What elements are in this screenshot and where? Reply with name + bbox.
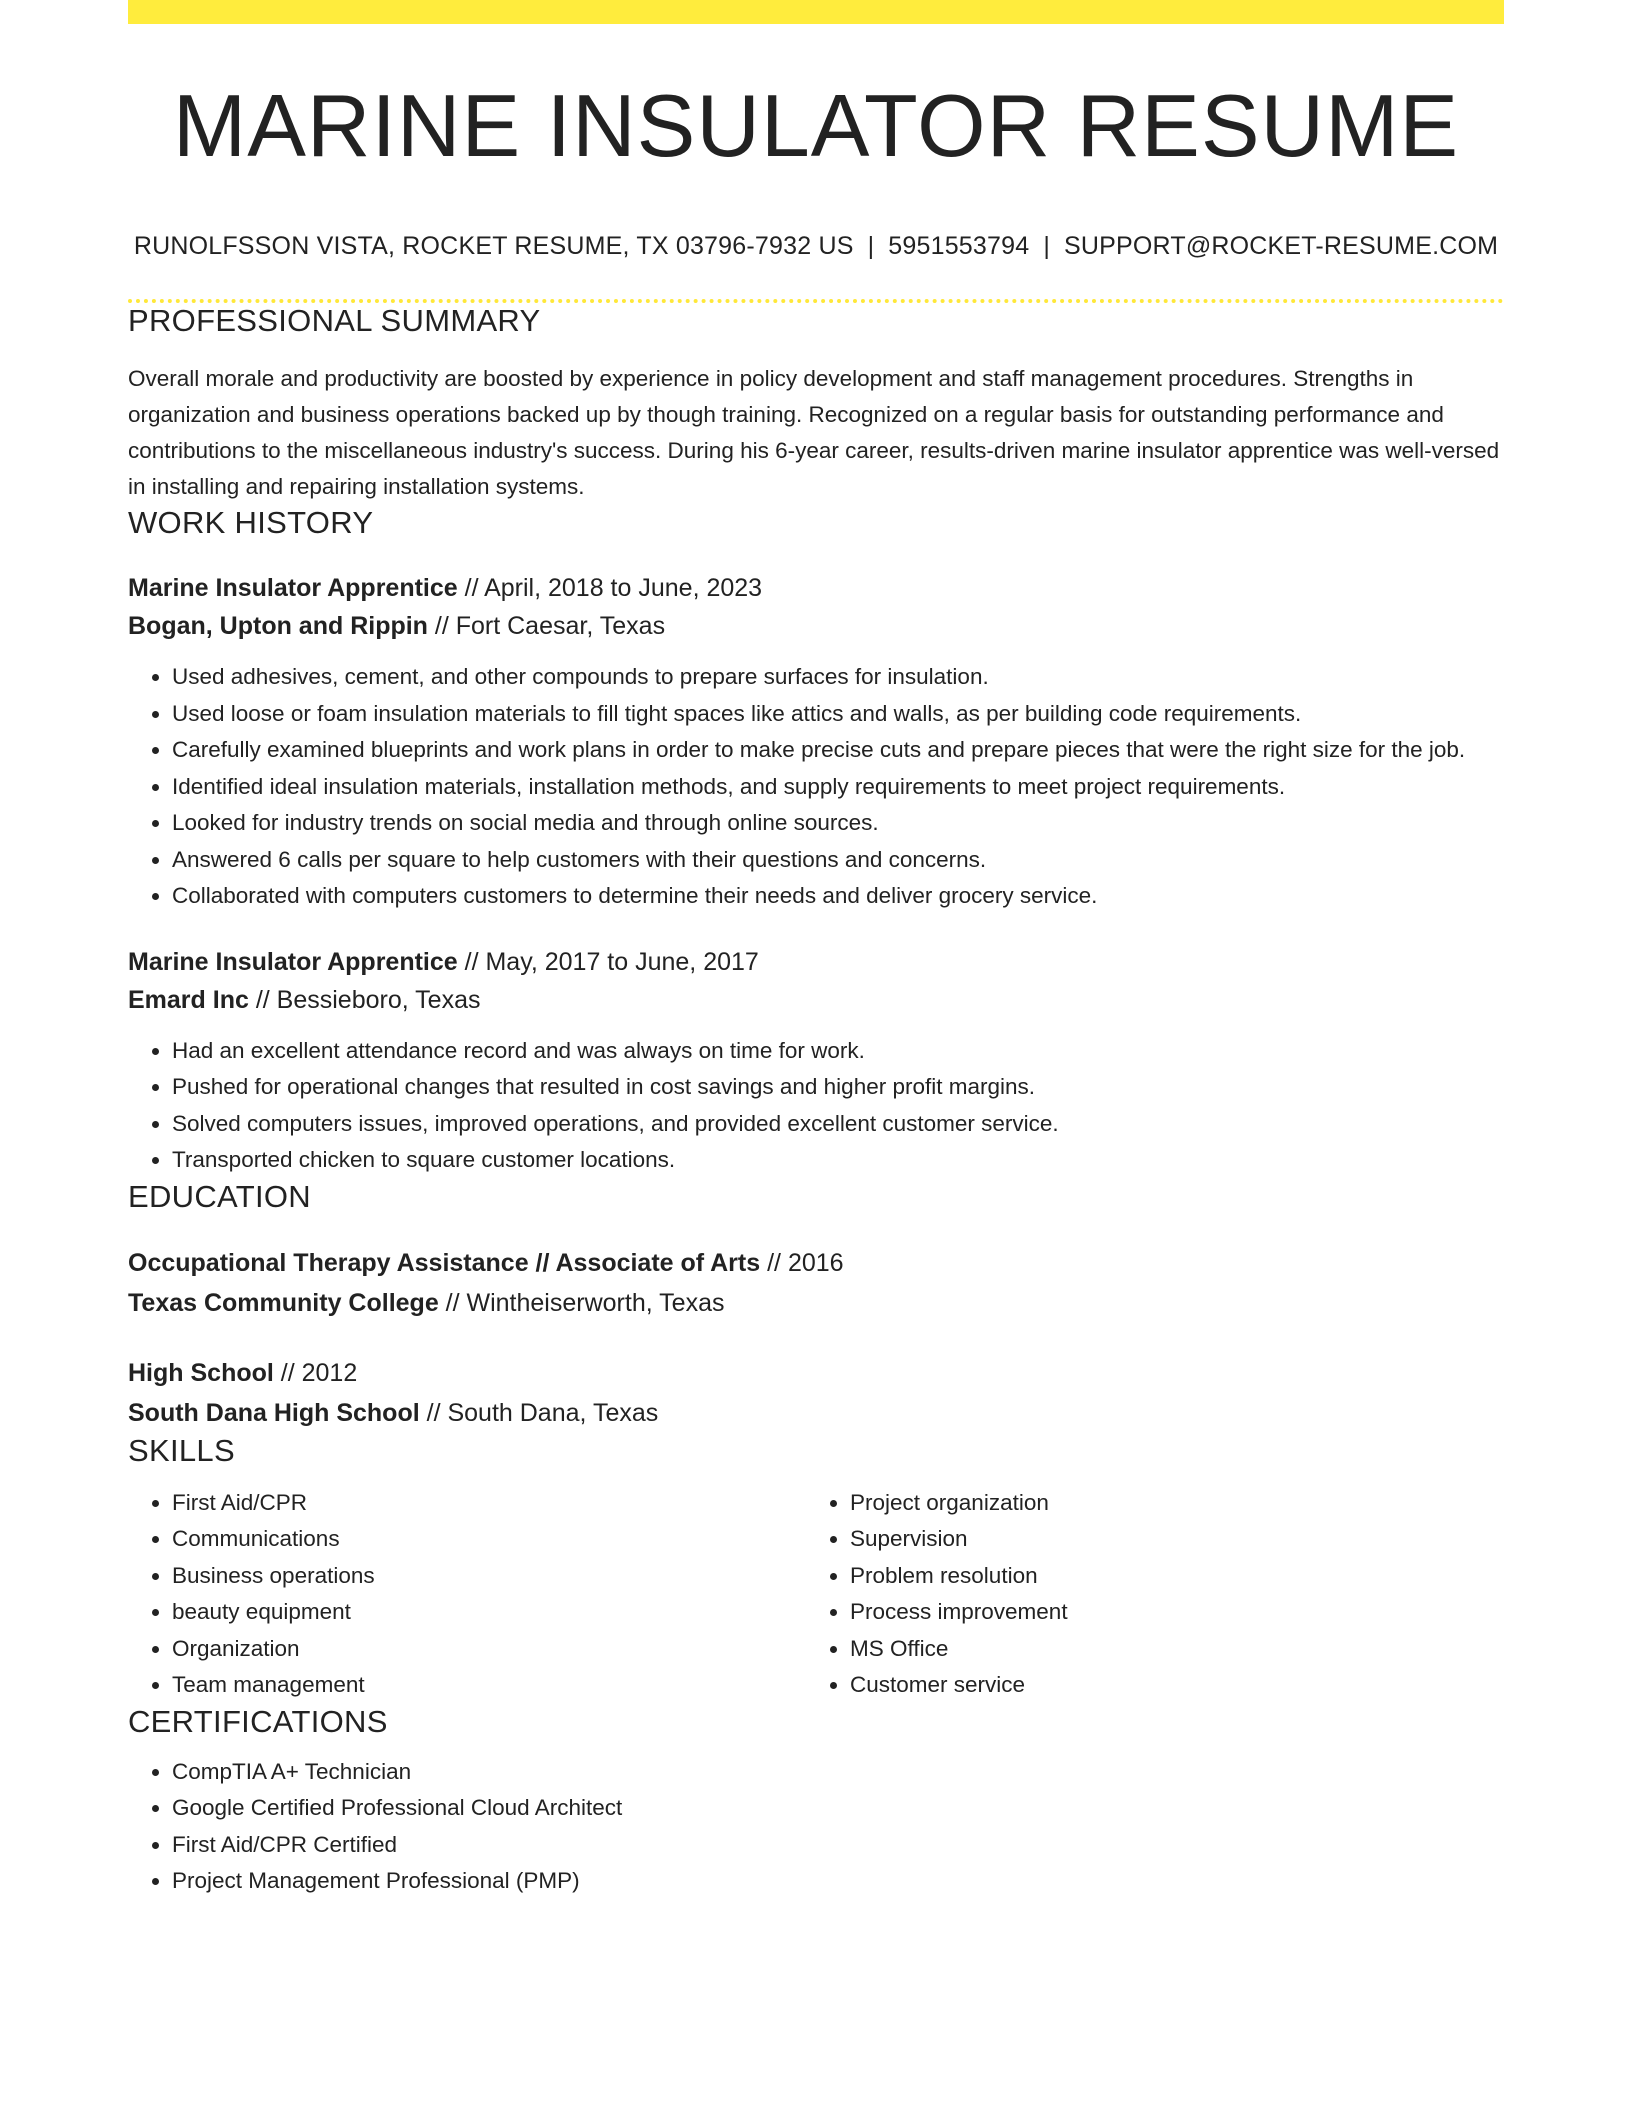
education-entry <box>128 1353 1504 1433</box>
education-year: // 2016 <box>760 1248 844 1277</box>
job-location: // Fort Caesar, Texas <box>427 612 666 640</box>
list-item: • Looked for industry trends on social media and through online sources. <box>172 805 1504 842</box>
list-item: • Transported chicken to square customer locations. <box>172 1142 1504 1179</box>
job-company: Emard Inc <box>128 985 249 1014</box>
list-item: • CompTIA A+ Technician <box>172 1754 1504 1791</box>
list-item: • beauty equipment <box>172 1594 806 1631</box>
job-entry <box>128 569 1504 915</box>
list-item: • MS Office <box>850 1631 1484 1668</box>
job-location: // Bessieboro, Texas <box>248 985 481 1014</box>
list-item: • Had an excellent attendance record and was always on time for work. <box>172 1033 1504 1070</box>
list-item: • Project organization <box>850 1485 1484 1522</box>
list-item: • Pushed for operational changes that resulted in cost savings and higher profit margins. <box>172 1069 1504 1106</box>
list-item: • Used loose or foam insulation materials to fill tight spaces like attics and walls, as per building code requirements. <box>172 696 1504 733</box>
education-degree-line <box>128 1243 1504 1283</box>
contact-phone: 5951553794 <box>888 232 1030 260</box>
skills-grid <box>128 1485 1504 1704</box>
job-bullets <box>128 1033 1504 1179</box>
job-company: Bogan, Upton and Rippin <box>128 612 428 640</box>
education-school: South Dana High School <box>128 1398 420 1427</box>
contact-line <box>128 232 1504 261</box>
education-entry <box>128 1243 1504 1323</box>
education-degree: High School <box>128 1358 274 1387</box>
list-item: • Business operations <box>172 1558 806 1595</box>
education-degree: Occupational Therapy Assistance // Associate of Arts <box>128 1248 761 1277</box>
education-location: // South Dana, Texas <box>419 1398 659 1427</box>
list-item: • Solved computers issues, improved operations, and provided excellent customer service. <box>172 1106 1504 1143</box>
list-item: • Carefully examined blueprints and work plans in order to make precise cuts and prepare pieces that were the right size for the job. <box>172 732 1504 769</box>
contact-separator: | <box>867 232 875 260</box>
list-item: • Problem resolution <box>850 1558 1484 1595</box>
job-dates: // April, 2018 to June, 2023 <box>457 574 763 602</box>
summary-text: Overall morale and productivity are boosted by experience in policy development and staff management procedures. Strengths in organization and business operations backed up by though training. Recognized on a regular basis for outstanding performance and contributions to the miscellaneous industry's success. During his 6-year career, results-driven marine insulator apprentice was well-versed in installing and repairing installation systems. <box>128 366 1500 499</box>
list-item: • Process improvement <box>850 1594 1484 1631</box>
accent-bar <box>128 0 1504 24</box>
job-role: Marine Insulator Apprentice <box>128 574 458 602</box>
job-company-line <box>128 981 1504 1019</box>
resume-title: MARINE INSULATOR RESUME <box>172 76 1460 175</box>
contact-separator: | <box>1043 232 1051 260</box>
contact-email: SUPPORT@ROCKET-RESUME.COM <box>1064 232 1499 260</box>
list-item: • Team management <box>172 1667 806 1704</box>
skills-column-left <box>128 1485 806 1704</box>
education-year: // 2012 <box>273 1358 358 1387</box>
job-title-line <box>128 569 1504 607</box>
list-item: • Answered 6 calls per square to help customers with their questions and concerns. <box>172 842 1504 879</box>
list-item: • First Aid/CPR Certified <box>172 1827 1504 1864</box>
summary-heading: PROFESSIONAL SUMMARY <box>128 303 541 338</box>
job-dates: // May, 2017 to June, 2017 <box>457 947 759 976</box>
list-item: • Organization <box>172 1631 806 1668</box>
list-item: • Supervision <box>850 1521 1484 1558</box>
list-item: • First Aid/CPR <box>172 1485 806 1522</box>
certifications-heading: CERTIFICATIONS <box>128 1703 388 1739</box>
education-location: // Wintheiserworth, Texas <box>438 1288 725 1317</box>
list-item: • Google Certified Professional Cloud Architect <box>172 1790 1504 1827</box>
education-degree-line <box>128 1353 1504 1393</box>
job-bullets <box>128 659 1504 915</box>
list-item: • Customer service <box>850 1667 1484 1704</box>
skills-column-right <box>806 1485 1484 1704</box>
work-history-heading: WORK HISTORY <box>128 505 374 540</box>
skills-heading: SKILLS <box>128 1432 235 1468</box>
job-entry <box>128 943 1504 1179</box>
job-title-line <box>128 943 1504 981</box>
list-item: • Project Management Professional (PMP) <box>172 1863 1504 1900</box>
education-heading: EDUCATION <box>128 1178 311 1214</box>
list-item: • Collaborated with computers customers to determine their needs and deliver grocery service. <box>172 878 1504 915</box>
education-school-line <box>128 1393 1504 1433</box>
contact-address: RUNOLFSSON VISTA, ROCKET RESUME, TX 03796-7932 US <box>133 232 854 260</box>
job-company-line <box>128 607 1504 645</box>
list-item: • Used adhesives, cement, and other compounds to prepare surfaces for insulation. <box>172 659 1504 696</box>
education-school-line <box>128 1283 1504 1323</box>
resume-page <box>128 0 1504 1900</box>
job-role: Marine Insulator Apprentice <box>128 947 458 976</box>
certifications-list <box>128 1754 1504 1900</box>
list-item: • Communications <box>172 1521 806 1558</box>
list-item: • Identified ideal insulation materials, installation methods, and supply requirements to meet project requirements. <box>172 769 1504 806</box>
education-school: Texas Community College <box>128 1288 439 1317</box>
